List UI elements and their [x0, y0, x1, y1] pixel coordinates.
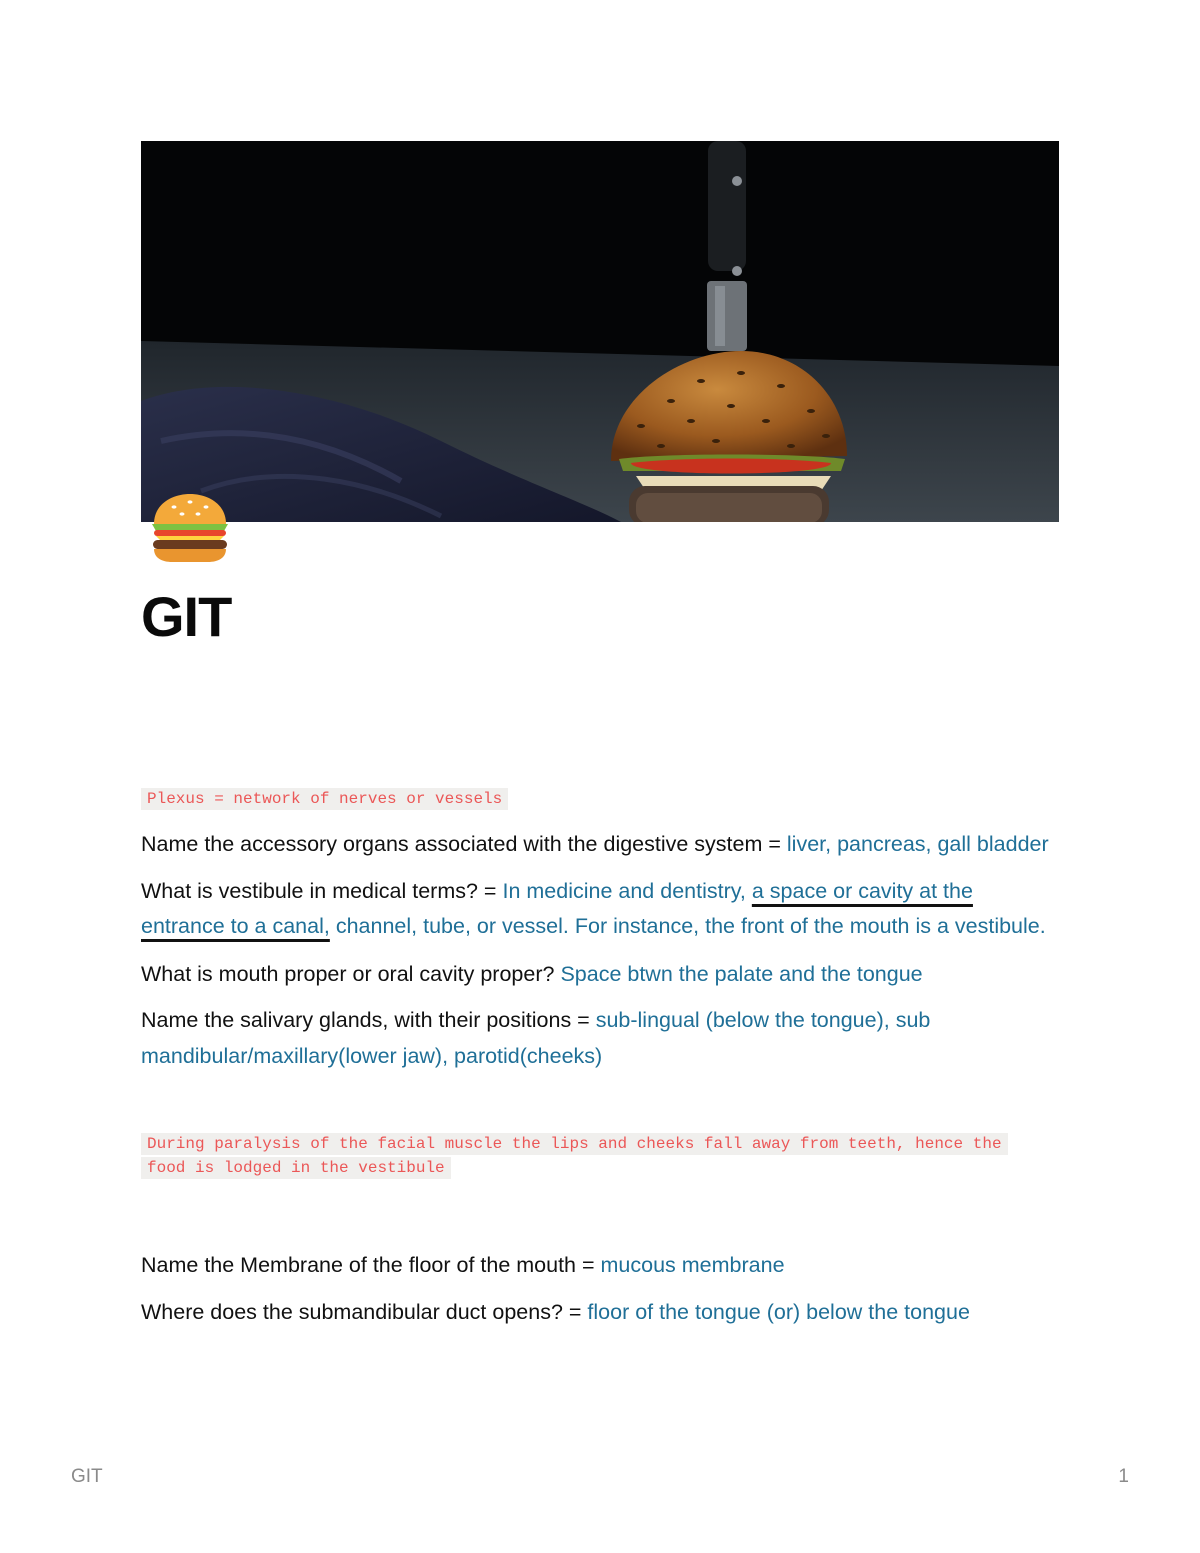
question-text: Name the salivary glands, with their positions = [141, 1008, 596, 1032]
page-number: 1 [1118, 1466, 1129, 1487]
qa-paragraph [141, 827, 1061, 863]
question-text: Name the accessory organs associated with the digestive system = [141, 832, 787, 856]
answer-text: floor of the tongue (or) below the tongue [587, 1299, 970, 1324]
question-text: Where does the submandibular duct opens? = [141, 1299, 588, 1324]
question-text: What is mouth proper or oral cavity proper? [141, 961, 561, 986]
footer-title: GIT [71, 1466, 103, 1487]
callout-block [141, 787, 1061, 811]
qa-paragraph [141, 1295, 1061, 1331]
inline-code: Plexus = network of nerves or vessels [141, 788, 508, 810]
burger-photo [141, 141, 1059, 522]
page-content [141, 787, 1061, 1330]
answer-text: channel, tube, or vessel. For instance, the front of the mouth is a vestibule. [329, 914, 1046, 938]
qa-paragraph [141, 1248, 1061, 1284]
answer-text: In medicine and dentistry, [502, 878, 752, 903]
qa-paragraph [141, 1003, 1061, 1074]
question-text: Name the Membrane of the floor of the mouth = [141, 1253, 601, 1277]
answer-text: sub-lingual (below the tongue), sub mandibular/maxillary(lower jaw), parotid(cheeks) [141, 1008, 931, 1068]
question-text: What is vestibule in medical terms? = [141, 878, 503, 903]
callout-block [141, 1132, 1031, 1180]
answer-text: liver, pancreas, gall bladder [786, 832, 1049, 856]
hamburger-icon [148, 490, 232, 564]
underlined-answer-text: a space or cavity at the entrance to a canal, [141, 878, 973, 938]
qa-paragraph [141, 874, 1061, 945]
answer-text: mucous membrane [600, 1253, 785, 1277]
page-title: GIT [141, 585, 232, 648]
cover-image [141, 141, 1059, 522]
qa-paragraph [141, 957, 1061, 993]
inline-code: During paralysis of the facial muscle the lips and cheeks fall away from teeth, hence the food is lodged in the vestibule [141, 1133, 1008, 1179]
answer-text: Space btwn the palate and the tongue [560, 961, 923, 986]
